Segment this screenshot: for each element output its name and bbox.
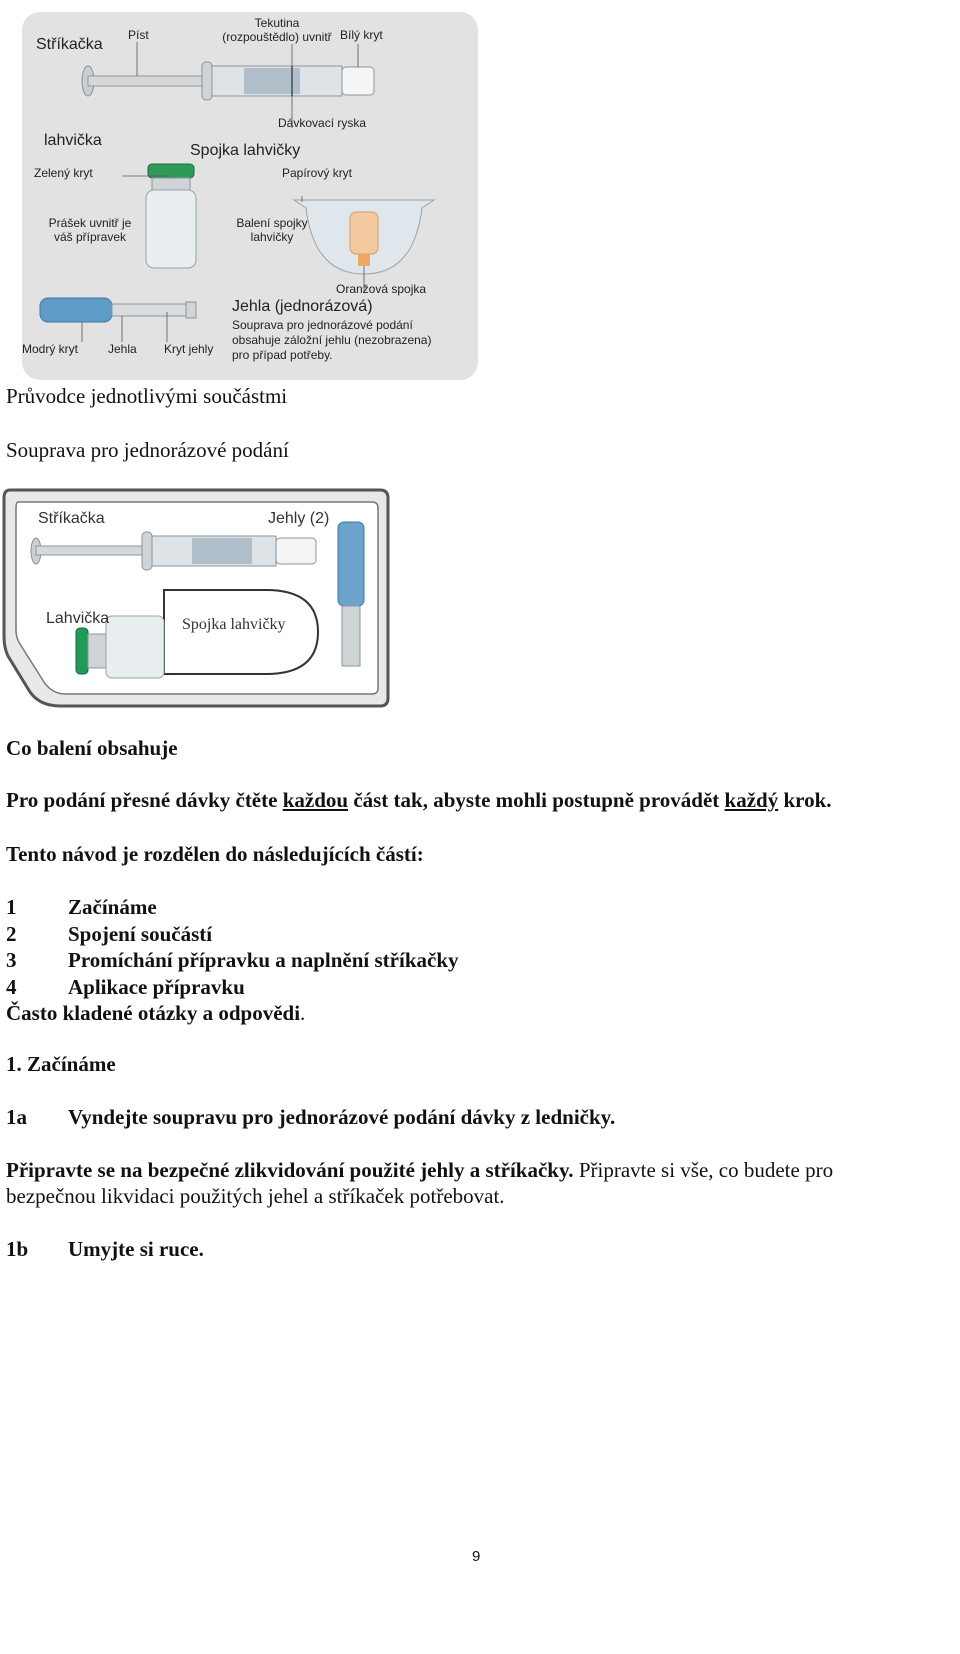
label-vial-adapter: Spojka lahvičky (190, 142, 301, 159)
syringe-drawing (82, 62, 374, 100)
toc-item: 4 Aplikace přípravku (6, 974, 245, 999)
label-needle-cap: Kryt jehly (164, 342, 214, 356)
tray-label-needles: Jehly (2) (268, 510, 330, 527)
label-orange-connector: Oranžová spojka (336, 282, 427, 296)
intro-paragraph: Pro podání přesné dávky čtěte každou část tak, abyste mohli postupně provádět každý krok. (6, 788, 832, 812)
toc-list (6, 894, 459, 1027)
label-blue-cap: Modrý kryt (22, 342, 79, 356)
section-title-kit: Souprava pro jednorázové podání (6, 438, 289, 462)
label-adapter-pack: Balení spojky lahvičky (236, 216, 308, 244)
label-dose-line: Dávkovací ryska (278, 116, 367, 130)
tray-label-vial-adapter: Spojka lahvičky (182, 616, 286, 633)
toc-item: 3 Promíchání přípravku a naplnění stříkačky (6, 948, 459, 972)
label-powder: Prášek uvnitř je váš přípravek (48, 216, 132, 244)
tray-label-syringe: Stříkačka (38, 510, 105, 527)
tray-label-vial: Lahvička (46, 610, 110, 627)
label-plunger: Píst (128, 28, 149, 42)
label-white-cap: Bílý kryt (340, 28, 383, 42)
toc-item: 2 Spojení součástí (6, 921, 213, 946)
step-1a: 1a Vyndejte soupravu pro jednorázové podání dávky z ledničky. (6, 1105, 616, 1129)
needle-drawing (40, 298, 196, 322)
step1-title: 1. Začínáme (6, 1052, 116, 1076)
label-paper-cover: Papírový kryt (282, 166, 353, 180)
label-green-cap: Zelený kryt (34, 166, 93, 180)
label-liquid: Tekutina (rozpouštědlo) uvnitř (222, 16, 332, 44)
toc-item: 1 Začínáme (6, 895, 157, 919)
label-vial: lahvička (44, 132, 102, 149)
label-syringe: Stříkačka (36, 36, 103, 53)
label-needle-note: Souprava pro jednorázové podání obsahuje záložní jehlu (nezobrazena) pro případ potřeby. (232, 318, 432, 362)
section-title-contents: Co balení obsahuje (6, 736, 178, 760)
vial-drawing (146, 164, 196, 268)
page-number: 9 (472, 1548, 481, 1565)
prepare-paragraph: Připravte se na bezpečné zlikvidování použité jehly a stříkačky. Připravte si vše, co budete pro bezpečnou likvidaci použitých jehel a stříkaček potřebovat. (6, 1158, 834, 1208)
toc-intro: Tento návod je rozdělen do následujících částí: (6, 842, 424, 866)
section-title-components: Průvodce jednotlivými součástmi (6, 384, 288, 408)
step-1b: 1b Umyjte si ruce. (6, 1237, 204, 1261)
label-needle-title: Jehla (jednorázová) (232, 298, 373, 315)
label-needle: Jehla (108, 342, 137, 356)
faq-item: Často kladené otázky a odpovědi. (6, 1001, 306, 1025)
